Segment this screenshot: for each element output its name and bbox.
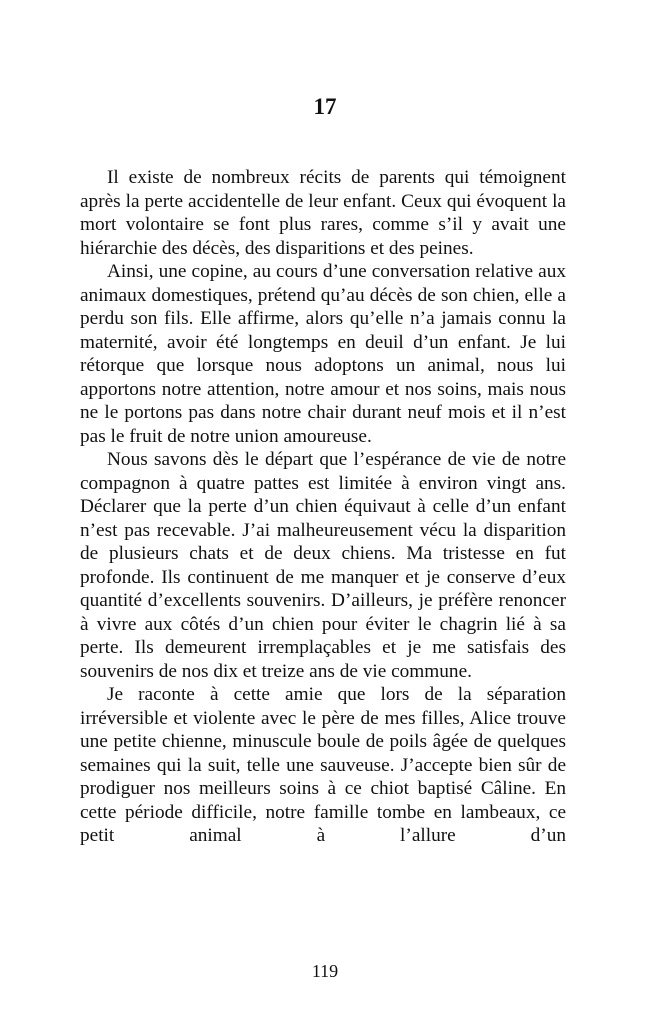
paragraph: Il existe de nombreux récits de parents qui témoignent après la perte accidentelle de leur enfant. Ceux qui évoquent la mort volontaire se font plus rares, comme s’il y avait une hiérarchie des décès, des disparitions et des peines.: [80, 167, 566, 259]
paragraph: Je raconte à cette amie que lors de la séparation irréversible et violente avec le père de mes filles, Alice trouve une petite chienne, minuscule boule de poils âgée de quelques semaines qui la suit, telle une sauveuse. J’accepte bien sûr de prodiguer nos meilleurs soins à ce chiot baptisé Câline. En cette période difficile, notre famille tombe en lambeaux, ce petit animal à l’allure d’un: [80, 684, 566, 846]
chapter-number: 17: [313, 94, 337, 119]
chapter-body: [80, 166, 566, 848]
page-number: 119: [311, 961, 339, 981]
paragraph: Ainsi, une copine, au cours d’une conversation relative aux animaux domestiques, prétend qu’au décès de son chien, elle a perdu son fils. Elle affirme, alors qu’elle n’a jamais connu la maternité, avoir été longtemps en deuil d’un enfant. Je lui rétorque que lorsque nous adoptons un animal, nous lui apportons notre attention, notre amour et nos soins, mais nous ne le portons pas dans notre chair durant neuf mois et il n’est pas le fruit de notre union amoureuse.: [80, 261, 566, 447]
paragraph: Nous savons dès le départ que l’espérance de vie de notre compagnon à quatre pattes est limitée à environ vingt ans. Déclarer que la perte d’un chien équivaut à celle d’un enfant n’est pas recevable. J’ai malheureusement vécu la disparition de plusieurs chats et de deux chiens. Ma tristesse en fut profonde. Ils continuent de me manquer et je conserve d’eux quantité d’excellents souvenirs. D’ailleurs, je préfère renoncer à vivre aux côtés d’un chien pour éviter le chagrin lié à sa perte. Ils demeurent irremplaçables et je me satisfais des souvenirs de nos dix et treize ans de vie commune.: [80, 449, 566, 682]
